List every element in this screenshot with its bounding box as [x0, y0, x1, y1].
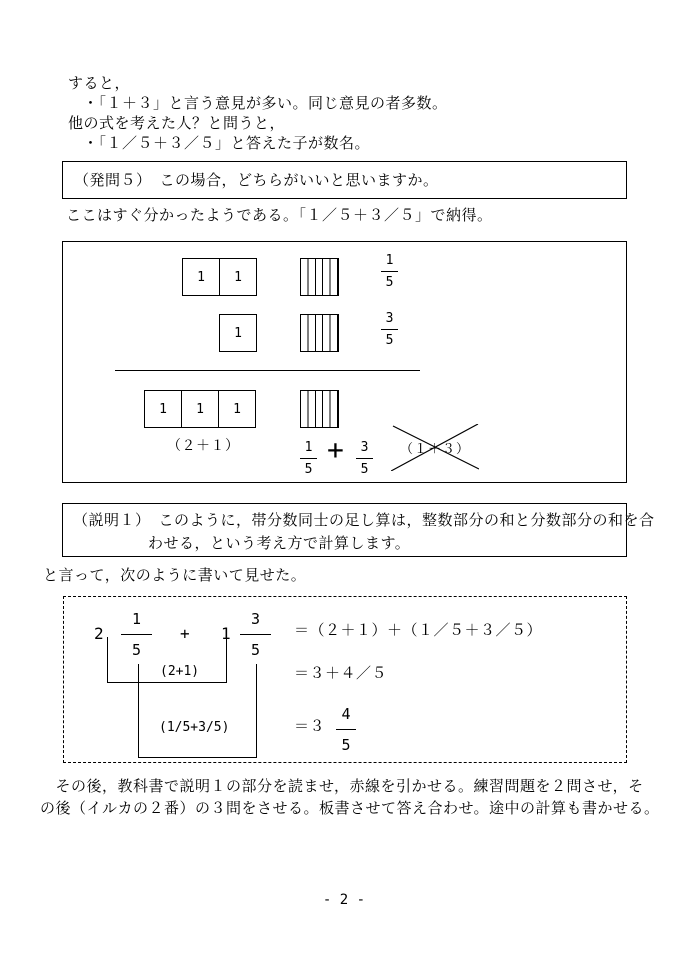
integer-group-label: (2+1) — [160, 664, 200, 679]
row3-unit-squares — [144, 390, 256, 428]
row1-unit-squares — [182, 258, 257, 296]
crossed-out-label: （１＋３） — [399, 441, 470, 456]
reaction-line: ここはすぐ分かったようである。「１／５＋３／５」で納得。 — [66, 207, 493, 224]
fraction-bar — [381, 329, 398, 330]
unit-square: 1 — [219, 314, 257, 352]
row3-fraction-1 — [300, 439, 317, 478]
explanation-line-1: （説明１） このように，帯分数同士の足し算は，整数部分の和と分数部分の和を合 — [73, 512, 655, 529]
result-fraction — [336, 704, 356, 755]
row3-fraction-2 — [356, 439, 373, 478]
intro-line-2: ・「１＋３」と言う意見が多い。同じ意見の者多数。 — [83, 95, 448, 112]
fraction-numerator: 1 — [131, 610, 142, 628]
closing-line-2: の後（イルカの２番）の３問をさせる。板書させて答え合わせ。途中の計算も書かせる。 — [40, 800, 660, 817]
fraction-denominator: 5 — [131, 641, 142, 659]
lead-in-line: と言って，次のように書いて見せた。 — [43, 567, 307, 584]
question-box-text: （発問５） この場合，どちらがいいと思いますか。 — [74, 172, 439, 189]
intro-line-1: すると， — [68, 75, 131, 92]
fraction-bar — [336, 729, 356, 730]
fraction-bar — [240, 634, 271, 635]
fraction-denominator: 5 — [385, 333, 394, 348]
explanation-line-2: わせる，という考え方で計算します。 — [148, 535, 411, 552]
fraction-bar — [356, 458, 373, 459]
fraction-numerator: 3 — [360, 440, 369, 455]
mixed2-fraction — [240, 609, 271, 660]
unit-square: 1 — [144, 390, 182, 428]
unit-square: 1 — [219, 258, 257, 296]
question-box — [62, 161, 627, 199]
board-work-box — [63, 596, 627, 763]
fraction-bar — [300, 458, 317, 459]
fraction-denominator: 5 — [360, 462, 369, 477]
explanation-box — [62, 503, 655, 557]
equation-step-3-prefix: ＝３ — [294, 718, 326, 735]
fraction-numerator: 4 — [341, 705, 351, 723]
row3-fifths-strip — [300, 390, 339, 428]
fraction-group-label: (1/5+3/5) — [159, 720, 230, 735]
page-number: - 2 - — [322, 892, 366, 908]
fraction-numerator: 3 — [250, 610, 261, 628]
equation-step-2: ＝３＋４／５ — [294, 665, 388, 682]
fraction-denominator: 5 — [250, 641, 261, 659]
plus-sign: + — [327, 433, 344, 466]
fraction-bar — [121, 634, 152, 635]
sum-divider-line — [115, 370, 420, 371]
unit-square: 1 — [218, 390, 256, 428]
row2-fraction — [381, 310, 398, 349]
mixed2-integer: 1 — [221, 624, 231, 643]
unit-square: 1 — [181, 390, 219, 428]
row1-fraction — [381, 252, 398, 291]
fraction-numerator: 3 — [385, 311, 394, 326]
closing-line-1: その後，教科書で説明１の部分を読ませ，赤線を引かせる。練習問題を２問させ，そ — [40, 778, 644, 795]
fraction-numerator: 1 — [304, 440, 313, 455]
mixed1-integer: 2 — [94, 624, 104, 643]
fraction-denominator: 5 — [341, 736, 351, 754]
row2-fifths-strip — [300, 314, 339, 352]
board-plus-sign: + — [180, 624, 190, 643]
fraction-diagram-box — [62, 241, 627, 483]
fraction-denominator: 5 — [385, 275, 394, 290]
fraction-bar — [381, 271, 398, 272]
intro-line-3: 他の式を考えた人？と問うと， — [68, 115, 286, 132]
unit-square: 1 — [182, 258, 220, 296]
crossed-out-expression — [391, 424, 479, 471]
equation-step-1: ＝（２＋１）＋（１／５＋３／５） — [294, 622, 543, 639]
intro-line-4: ・「１／５＋３／５」と答えた子が数名。 — [83, 135, 371, 152]
integer-sum-label: （２＋１） — [167, 437, 240, 453]
fraction-numerator: 1 — [385, 253, 394, 268]
row1-fifths-strip — [300, 258, 339, 296]
row2-unit-squares — [219, 314, 257, 352]
fraction-denominator: 5 — [304, 462, 313, 477]
